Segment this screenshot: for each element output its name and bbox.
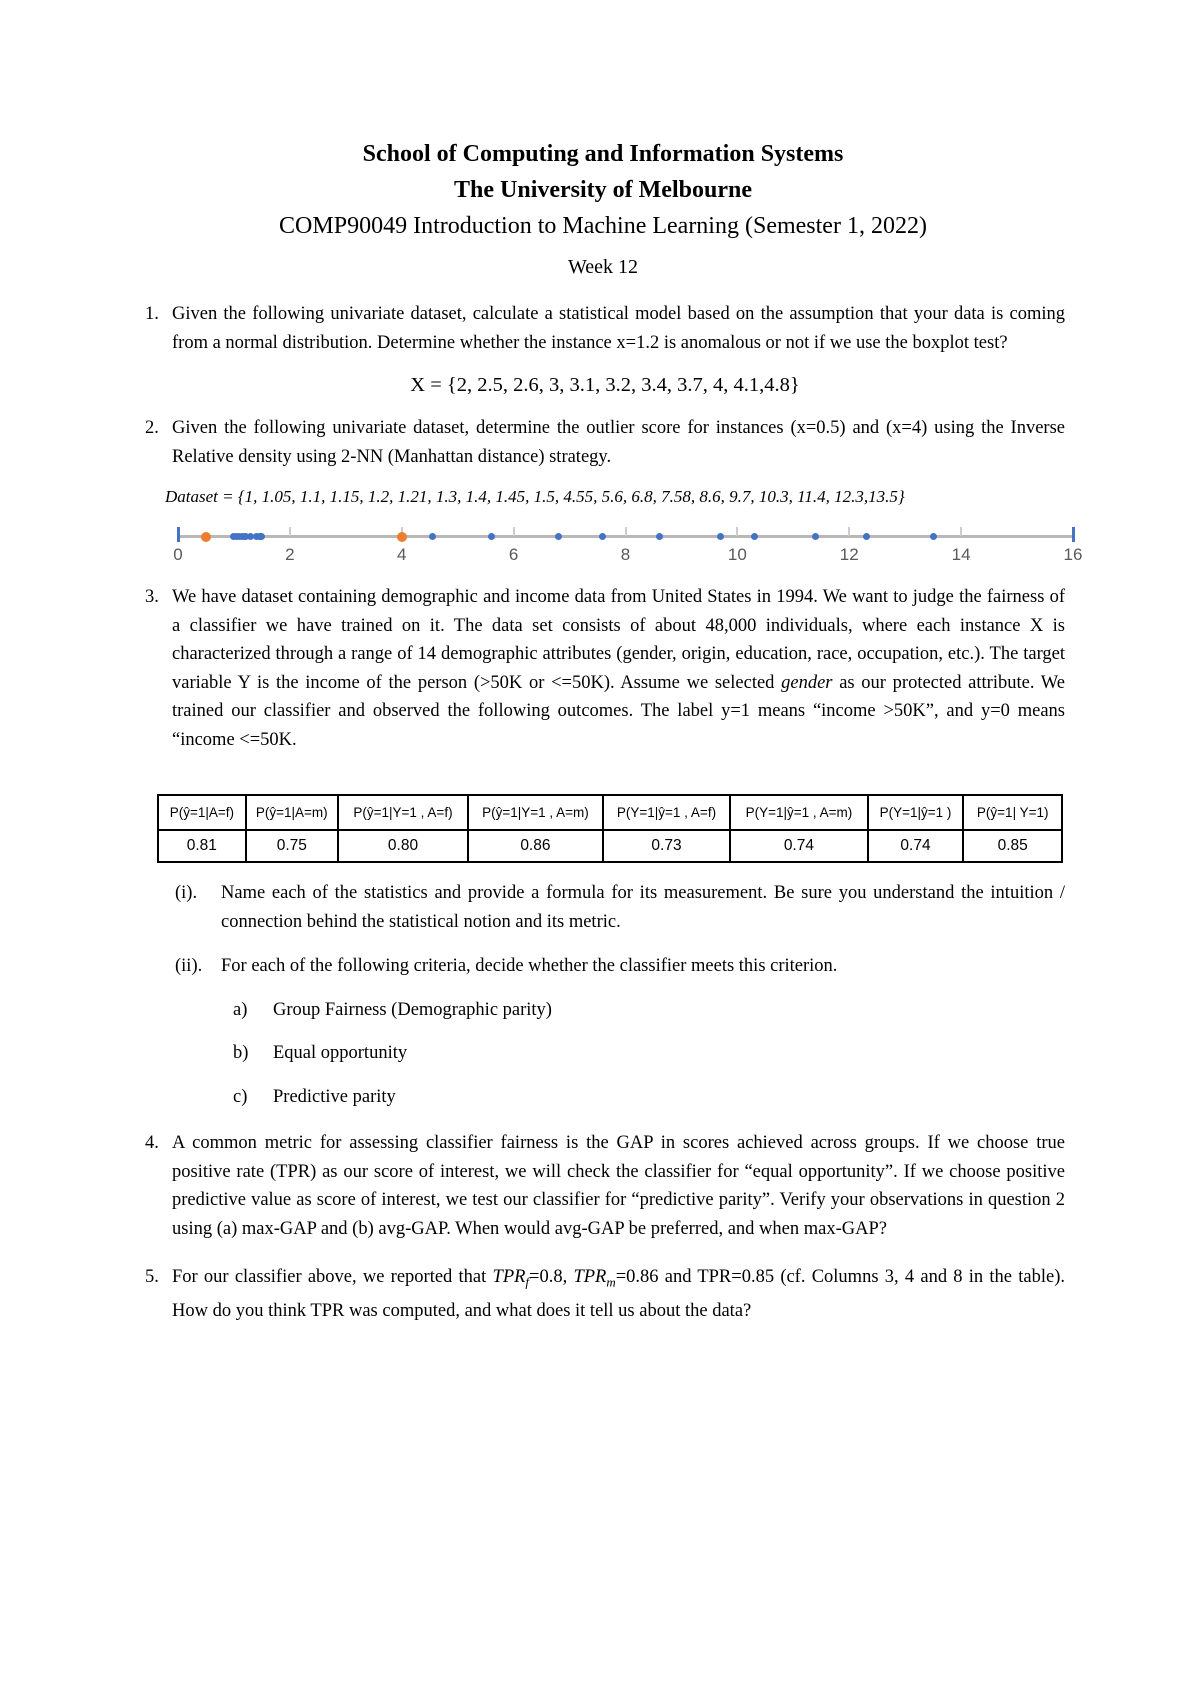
table-header-cell: P(Y=1|ŷ=1 , A=f) <box>603 795 730 830</box>
criterion-a-marker: a) <box>233 999 248 1020</box>
data-point <box>812 533 819 540</box>
table-header-cell: P(Y=1|ŷ=1 , A=m) <box>730 795 867 830</box>
table-value-cell: 0.74 <box>868 830 964 862</box>
question-5-p1: For our classifier above, we reported that <box>172 1267 493 1287</box>
table-value-cell: 0.74 <box>730 830 867 862</box>
question-5-mid: =0.8, <box>529 1267 574 1287</box>
question-1-text: Given the following univariate dataset, calculate a statistical model based on the assumption that your data is coming from a normal distribution. Determine whether the instance x=1.2 is anomalous or not if we use the boxplot test? <box>172 304 1065 353</box>
criterion-c-text: Predictive parity <box>273 1086 396 1107</box>
axis-minor-tick <box>625 527 627 536</box>
axis-tick-label: 12 <box>839 545 859 564</box>
question-3-text-after: as our protected attribute. We trained our classifier and observed the following outcomes. The label y=1 means “income >50K”, and y=0 means “income <=50K. <box>172 672 1065 750</box>
question-2-text: Given the following univariate dataset, determine the outlier score for instances (x=0.5) and (x=4) using the Inverse Relative density using 2-NN (Manhattan distance) strategy. <box>172 418 1065 467</box>
question-5 <box>145 1263 1065 1326</box>
table-value-cell: 0.86 <box>468 830 603 862</box>
data-point <box>555 533 562 540</box>
table-value-cell: 0.73 <box>603 830 730 862</box>
axis-endcap <box>177 527 180 542</box>
week-label: Week 12 <box>567 256 639 278</box>
axis-minor-tick <box>848 527 850 536</box>
table-header-cell: P(Y=1|ŷ=1 ) <box>868 795 964 830</box>
data-point <box>863 533 870 540</box>
data-point <box>930 533 937 540</box>
table-value-cell: 0.85 <box>963 830 1062 862</box>
sub-i-marker: (i). <box>175 883 198 903</box>
question-2 <box>145 414 1065 471</box>
tpr-m-symbol: $TPR_m$ <box>573 1267 616 1290</box>
school-title: School of Computing and Information Systems <box>362 141 844 167</box>
data-point <box>258 533 265 540</box>
axis-minor-tick <box>736 527 738 536</box>
criterion-a <box>233 996 1065 1025</box>
table-header-cell: P(ŷ=1|A=f) <box>158 795 246 830</box>
criterion-b-text: Equal opportunity <box>273 1043 408 1063</box>
data-point <box>656 533 663 540</box>
number-line-chart <box>173 517 1083 569</box>
question-4-text: A common metric for assessing classifier fairness is the GAP in scores achieved across groups. If we choose true positive rate (TPR) as our score of interest, we will check the classifier for “equal opportunity”. If we choose positive predictive value as score of interest, we test our classifier for “predictive parity”. Verify your observations in question 2 using (a) max-GAP and (b) avg-GAP. When would avg-GAP be preferred, and when max-GAP? <box>172 1133 1065 1239</box>
question-3-number: 3. <box>145 587 159 607</box>
table-header-cell: P(ŷ=1| Y=1) <box>963 795 1062 830</box>
axis-tick-label: 0 <box>173 545 183 564</box>
table-value-row <box>158 830 1062 862</box>
data-point <box>717 533 724 540</box>
document-body <box>145 300 1083 1326</box>
question-2-dataset: Dataset = {1, 1.05, 1.1, 1.15, 1.2, 1.21, 1.3, 1.4, 1.45, 1.5, 4.55, 5.6, 6.8, 7.58, 8.6, 9.7, 10.3, 11.4, 12.3,13.5} <box>165 487 905 506</box>
question-3-text <box>172 583 1065 754</box>
axis-tick-label: 6 <box>508 545 519 564</box>
course-title: COMP90049 Introduction to Machine Learning (Semester 1, 2022) <box>279 213 927 239</box>
question-4 <box>145 1129 1065 1243</box>
document-header <box>138 136 1068 282</box>
question-1-formula: X = {2, 2.5, 2.6, 3, 3.1, 3.2, 3.4, 3.7, 4, 4.1,4.8} <box>410 374 800 396</box>
table-value-cell: 0.81 <box>158 830 246 862</box>
axis-tick-label: 10 <box>727 545 747 564</box>
sub-i-text: Name each of the statistics and provide a formula for its measurement. Be sure you understand the intuition / connection behind the statistical notion and its metric. <box>221 883 1065 932</box>
axis-minor-tick <box>960 527 962 536</box>
protected-attribute-word: gender <box>781 672 833 693</box>
axis-tick-label: 8 <box>620 545 631 564</box>
question-3-text-before: We have dataset containing demographic and income data from United States in 1994. We want to judge the fairness of a classifier we have trained on it. The data set consists of about 48,000 individuals, where each instance X is characterized through a range of 14 demographic attributes (gender, origin, education, race, occupation, etc.). The target variable Y is the income of the person (>50K or <=50K). Assume we selected <box>172 587 1065 693</box>
table-value-cell: 0.80 <box>338 830 468 862</box>
question-5-rest: =0.86 and TPR=0.85 (cf. Columns 3, 4 and 8 in the table). How do you think TPR was computed, and what does it tell us about the data? <box>172 1267 1065 1322</box>
criterion-c-marker: c) <box>233 1086 248 1107</box>
sub-ii-text: For each of the following criteria, decide whether the classifier meets this criterion. <box>221 956 838 976</box>
sub-ii-marker: (ii). <box>175 956 203 976</box>
axis-tick-label: 16 <box>1063 545 1083 564</box>
criterion-b-marker: b) <box>233 1043 249 1063</box>
question-5-number: 5. <box>145 1267 159 1287</box>
question-5-text <box>172 1263 1065 1326</box>
data-point <box>429 533 436 540</box>
criterion-c <box>233 1083 1065 1112</box>
table-header-row <box>158 795 1062 830</box>
axis-tick-label: 4 <box>397 545 407 564</box>
question-3-sub-i <box>175 879 1065 936</box>
axis-endcap <box>1072 527 1075 542</box>
question-4-number: 4. <box>145 1133 159 1153</box>
query-instance-point <box>201 532 211 542</box>
table-header-cell: P(ŷ=1|Y=1 , A=m) <box>468 795 603 830</box>
data-point <box>751 533 758 540</box>
data-point <box>488 533 495 540</box>
data-point <box>599 533 606 540</box>
axis-tick-label: 14 <box>951 545 971 564</box>
table-header-cell: P(ŷ=1|Y=1 , A=f) <box>338 795 468 830</box>
table-value-cell: 0.75 <box>246 830 338 862</box>
criterion-b <box>233 1039 1065 1068</box>
query-instance-point <box>397 532 407 542</box>
table-header-cell: P(ŷ=1|A=m) <box>246 795 338 830</box>
axis-minor-tick <box>289 527 291 536</box>
question-3-sub-ii <box>175 952 1065 981</box>
question-1 <box>145 300 1065 357</box>
question-2-number: 2. <box>145 418 159 438</box>
tpr-f-symbol: $TPR_f$ <box>492 1267 530 1290</box>
criterion-a-text: Group Fairness (Demographic parity) <box>273 999 552 1020</box>
axis-tick-label: 2 <box>285 545 295 564</box>
axis-minor-tick <box>513 527 515 536</box>
university-title: The University of Melbourne <box>454 177 752 203</box>
question-1-number: 1. <box>145 304 159 324</box>
question-3 <box>145 583 1065 754</box>
fairness-results-table <box>157 794 1063 863</box>
